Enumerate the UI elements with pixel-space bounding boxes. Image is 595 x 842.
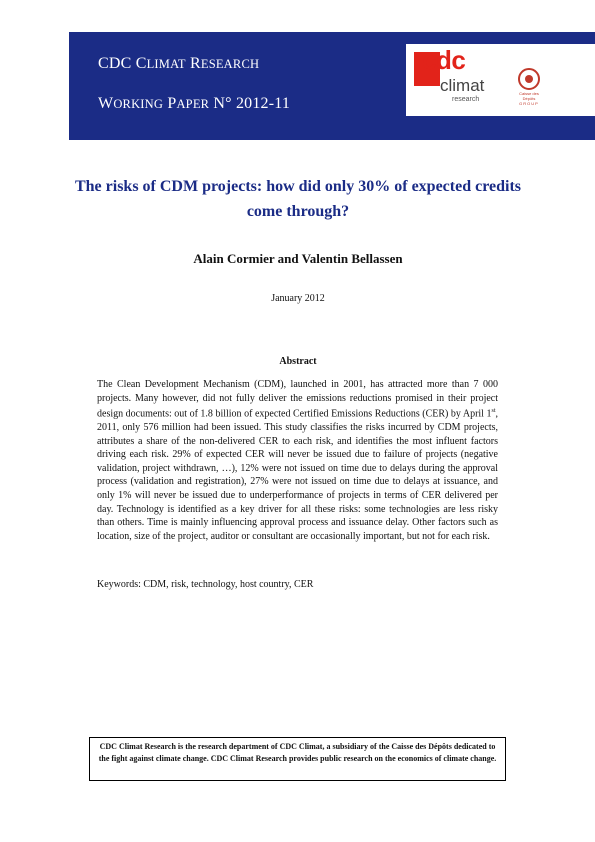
seal-icon <box>518 68 540 90</box>
keywords: Keywords: CDM, risk, technology, host country, CER <box>97 579 314 590</box>
paper-title: The risks of CDM projects: how did only 30% of expected credits come through? <box>74 178 522 220</box>
abstract-body: The Clean Development Mechanism (CDM), launched in 2001, has attracted more than 7 000 projects. Many however, did not fully deliver the emissions reductions promised in their project design documents: out of 1.8 billion of expected Certified Emissions Reductions (CER) by April 1st, 2011, only 576 million had been issued. This study classifies the risks incurred by CDM projects, attributes a share of the non-delivered CER to each risk, and identifies the most influent factors driving each risk. 29% of expected CER will never be issued due to failure of projects (negative validation, project withdrawn, …), 12% were not issued on time due to delays during the approval process (validation and registration), 27% were not issued on time due to delays at issuance, and only 1% will never be issued due to underperformance of projects in terms of CER delivered per day. Technology is identified as a key driver for all these risks: some technologies are less risky than others. Time is mainly influencing approval process and issuance delay. Other factors such as location, size of the project, auditor or consultant are occasionally important, but not for each risk. <box>97 379 498 542</box>
group-logo-line1: Caisse des Dépôts <box>519 91 539 101</box>
working-paper-number: WORKING PAPER N° 2012-11 <box>98 95 291 112</box>
publication-date: January 2012 <box>271 293 325 304</box>
logo-climat-text: climat <box>440 76 485 95</box>
abstract-heading: Abstract <box>279 356 317 367</box>
group-logo-line2: GROUP <box>519 100 539 106</box>
authors: Alain Cormier and Valentin Bellassen <box>193 251 403 266</box>
caisse-des-depots-group-logo <box>514 68 544 112</box>
series-name: CDC CLIMAT RESEARCH <box>98 55 260 72</box>
logo-cdc-text: cdc <box>422 45 466 75</box>
logo-research-text: research <box>452 96 480 103</box>
cdc-climat-logo <box>414 45 510 108</box>
footer-note: CDC Climat Research is the research department of CDC Climat, a subsidiary of the Caisse des Dépôts dedicated to the fight against climate change. CDC Climat Research provides public research on the economics of climate change. <box>89 737 506 781</box>
